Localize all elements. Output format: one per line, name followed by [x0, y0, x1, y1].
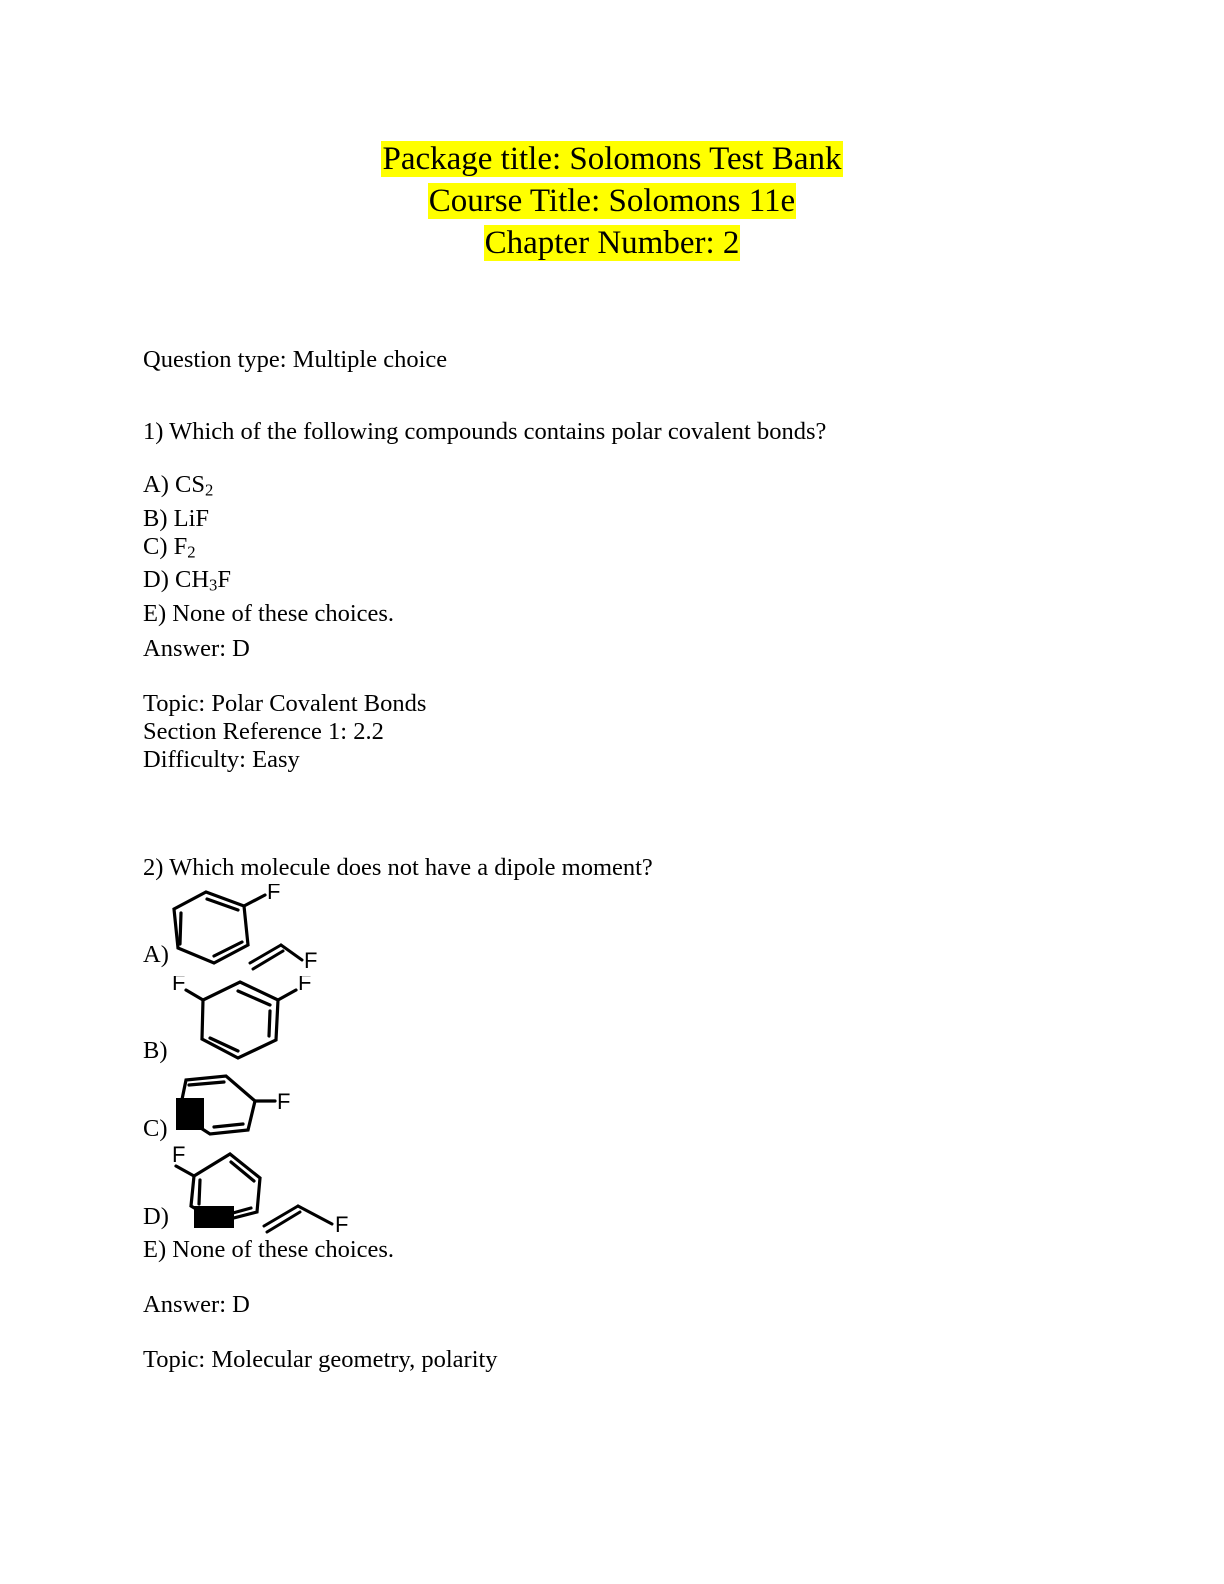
choice-d-formula-tail: F: [217, 566, 231, 594]
question-1-choice-a[interactable]: [143, 471, 1103, 505]
filled-block-artifact: [176, 1098, 204, 1130]
question-2-metadata: [143, 1346, 1103, 1374]
question-1-metadata: [143, 690, 1103, 774]
question-1-choice-d[interactable]: [143, 566, 1103, 600]
choice-d-formula: CH: [174, 566, 210, 594]
question-1-choice-b[interactable]: [143, 505, 1103, 533]
choice-b-formula: LiF: [173, 504, 210, 532]
choice-e-text: None of these choices.: [172, 599, 395, 627]
title-line-course: [0, 180, 1224, 222]
atom-label-f: F: [277, 1089, 291, 1114]
question-1-answer: [143, 635, 1103, 663]
choice-a-subscript: 2: [204, 480, 214, 500]
question-1-topic: Topic: Polar Covalent Bonds: [143, 690, 427, 717]
atom-label-f: F: [298, 976, 312, 995]
choice-e-label: E): [143, 599, 167, 627]
question-2-answer-text: Answer: D: [143, 1291, 250, 1318]
choice-a-label: A): [143, 471, 169, 498]
question-2-choice-e-text: E) None of these choices.: [143, 1236, 395, 1263]
atom-label-f: F: [335, 1212, 349, 1236]
title-line-chapter-text: Chapter Number: 2: [484, 225, 740, 261]
question-1-answer-text: Answer: D: [143, 635, 250, 662]
choice-a-formula: CS: [174, 471, 205, 498]
question-2-choice-c-label: C): [143, 1115, 168, 1142]
question-2-choice-b-label: B): [143, 1037, 168, 1064]
question-2-stem: [143, 854, 1103, 888]
question-2-answer: [143, 1291, 1103, 1319]
choice-c-formula: F: [173, 532, 188, 560]
structure-fluoro-fluorovinyl-benzene-filled: [172, 1146, 382, 1236]
structure-fluoro-fluorovinyl-benzene: [168, 884, 328, 976]
atom-label-f: F: [304, 948, 318, 973]
question-2-choice-d-label: D): [143, 1203, 169, 1230]
document-title-block: [0, 138, 1224, 264]
structure-fluorobenzene-filled: [170, 1072, 300, 1144]
structure-meta-difluorobenzene: [172, 976, 327, 1066]
question-type-text: Question type: Multiple choice: [143, 346, 448, 373]
question-1-choice-c[interactable]: [143, 533, 1103, 567]
choice-d-subscript: 3: [209, 575, 218, 595]
title-line-course-text: Course Title: Solomons 11e: [428, 183, 796, 219]
question-1-section-reference: Section Reference 1: 2.2: [143, 718, 384, 745]
question-1-difficulty: Difficulty: Easy: [143, 746, 300, 773]
question-2-choice-a-label: A): [143, 941, 169, 968]
title-line-chapter: [0, 222, 1224, 264]
question-1-choice-e[interactable]: [143, 600, 1103, 628]
choice-c-label: C): [143, 532, 168, 560]
choice-c-subscript: 2: [187, 542, 196, 562]
question-1-stem: [143, 418, 1103, 446]
question-1-choices: [143, 471, 1103, 628]
choice-b-label: B): [143, 504, 168, 532]
choice-d-label: D): [143, 566, 169, 594]
atom-label-f: F: [172, 976, 186, 995]
question-2-topic: Topic: Molecular geometry, polarity: [143, 1346, 498, 1373]
title-line-package: [0, 138, 1224, 180]
question-1-stem-text: 1) Which of the following compounds contains polar covalent bonds?: [143, 418, 827, 445]
title-line-package-text: Package title: Solomons Test Bank: [382, 141, 842, 177]
question-2-stem-text: 2) Which molecule does not have a dipole moment?: [143, 854, 653, 881]
question-type-line: [143, 346, 1103, 374]
question-2-choice-e[interactable]: [143, 1236, 1103, 1264]
atom-label-f: F: [172, 1146, 186, 1167]
atom-label-f: F: [267, 884, 281, 904]
filled-block-artifact: [194, 1206, 234, 1228]
